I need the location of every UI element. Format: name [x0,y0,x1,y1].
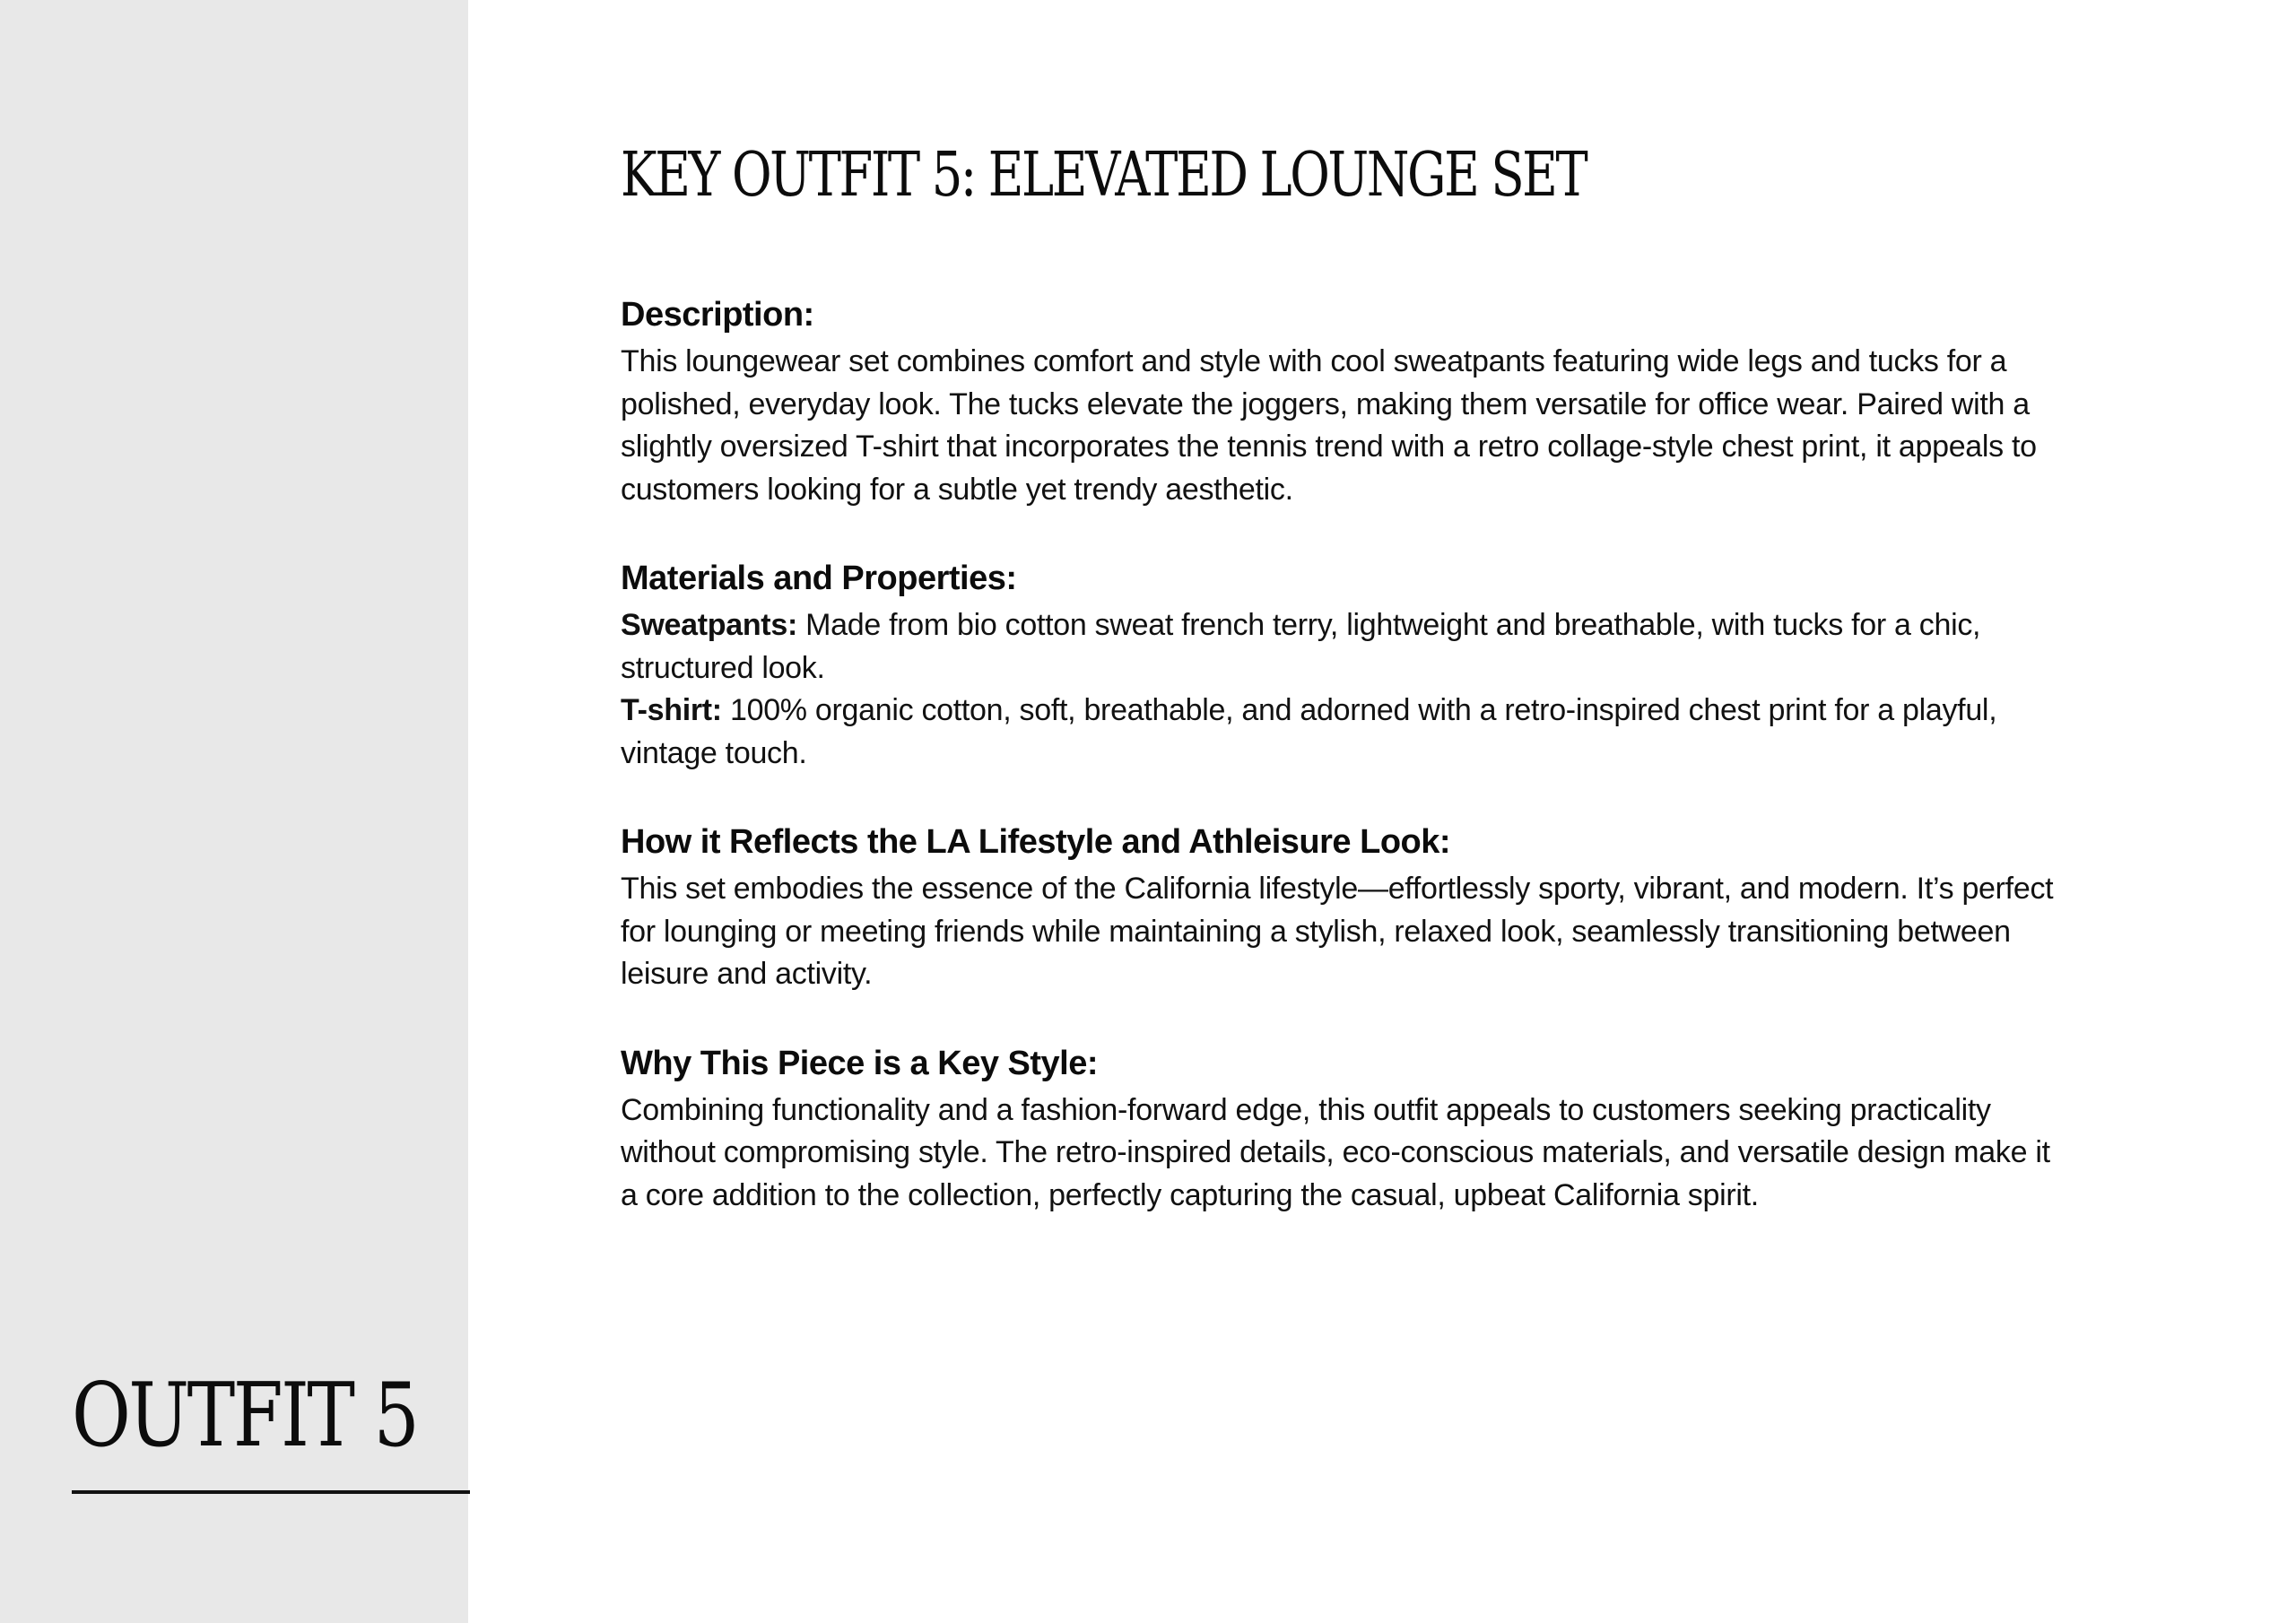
key-style-heading: Why This Piece is a Key Style: [621,1044,1098,1082]
materials-heading: Materials and Properties: [621,560,1017,597]
tshirt-material [621,690,2056,775]
materials-section [621,558,2056,775]
tshirt-label: T-shirt: [621,693,722,727]
page-title: KEY OUTFIT 5: ELEVATED LOUNGE SET [621,140,1587,211]
description-heading: Description: [621,296,814,334]
sidebar-panel [0,0,468,1623]
key-style-section [621,1043,2056,1218]
outfit-number-title: OUTFIT 5 [72,1365,418,1467]
sweatpants-material [621,604,2056,690]
title-underline-divider [72,1490,470,1494]
sweatpants-label: Sweatpants: [621,608,797,642]
description-section [621,294,2056,511]
lifestyle-text: This set embodies the essence of the California lifestyle—effortlessly sporty, vibrant, and modern. It’s perfect for lounging or meeting friends while maintaining a stylish, relaxed look, seamlessly transitioning between leisure and activity. [621,872,2054,991]
sweatpants-text: Made from bio cotton sweat french terry, lightweight and breathable, with tucks for a chic, structured look. [621,608,1981,685]
tshirt-text: 100% organic cotton, soft, breathable, and adorned with a retro-inspired chest print for a playful, vintage touch. [621,693,1997,770]
lifestyle-heading: How it Reflects the LA Lifestyle and Athleisure Look: [621,823,1451,861]
lifestyle-section [621,821,2056,996]
description-text: This loungewear set combines comfort and style with cool sweatpants featuring wide legs and tucks for a polished, everyday look. The tucks elevate the joggers, making them versatile for office wear. Paired with a slightly oversized T-shirt that incorporates the tennis trend with a retro collage-style chest print, it appeals to customers looking for a subtle yet trendy aesthetic. [621,344,2037,507]
key-style-text: Combining functionality and a fashion-forward edge, this outfit appeals to customers seeking practicality without compromising style. The retro-inspired details, eco-conscious materials, and versatile design make it a core addition to the collection, perfectly capturing the casual, upbeat California spirit. [621,1092,2050,1212]
outfit-details [621,294,2056,1263]
